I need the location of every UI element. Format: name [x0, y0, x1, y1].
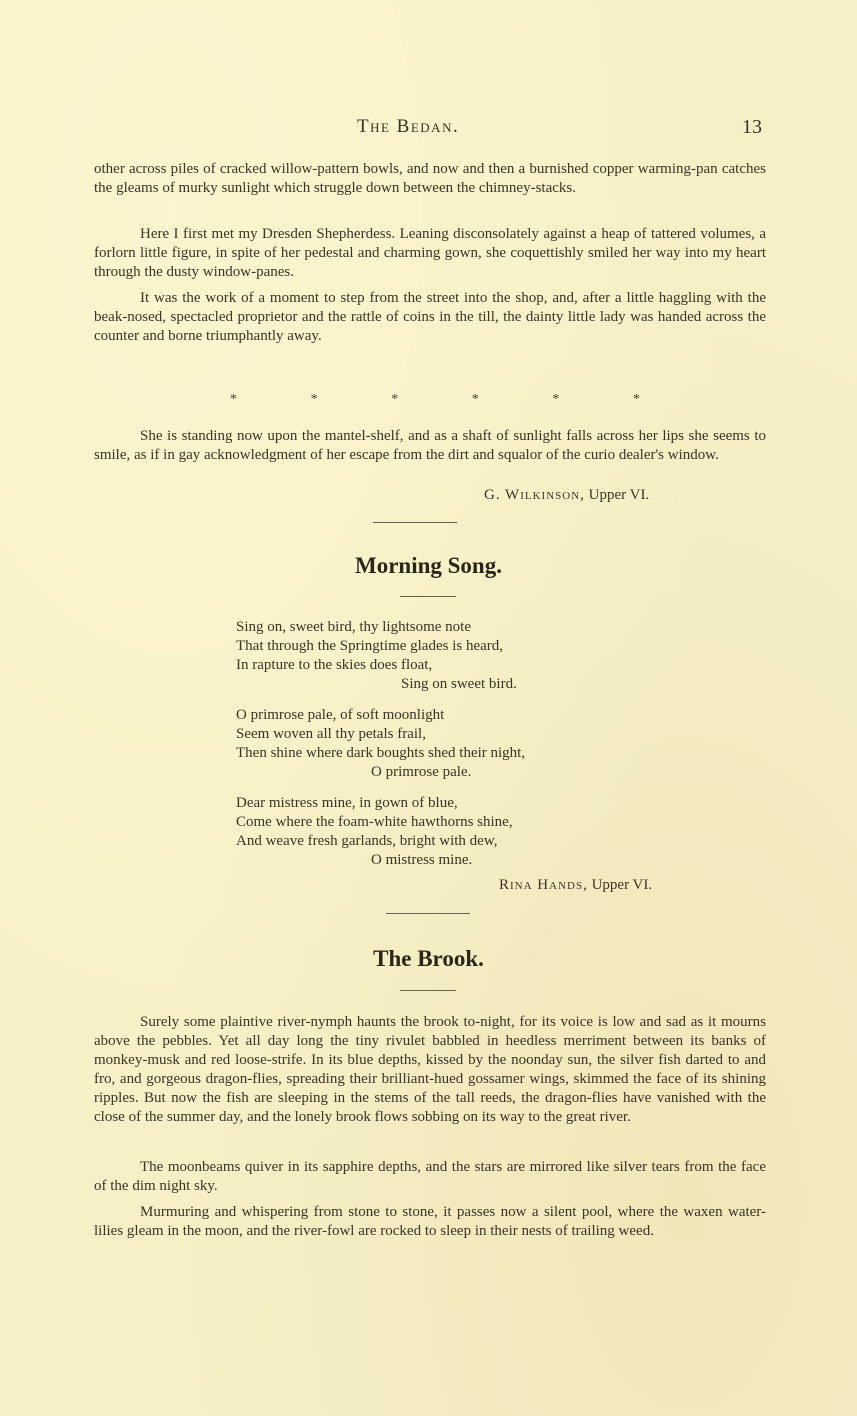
poem-line: O primrose pale, of soft moonlight: [236, 707, 445, 723]
journal-title: The Bedan.: [357, 116, 460, 137]
page-number: 13: [742, 116, 762, 138]
poem-stanza-2: [236, 706, 525, 782]
brook-title: The Brook.: [373, 946, 484, 971]
poem-stanza-1: [236, 618, 517, 694]
poem-line: Sing on, sweet bird, thy lightsome note: [236, 619, 471, 635]
essay-paragraph-2: Here I first met my Dresden Shepherdess. Leaning disconsolately against a heap of tattered volumes, a forlorn little figure, in spite of her pedestal and charming gown, she coquettishly smiled her way into my heart through the dusty window-panes.: [94, 226, 766, 280]
poem-line: Dear mistress mine, in gown of blue,: [236, 795, 458, 811]
separator-dot: *: [391, 392, 399, 407]
poem-line: That through the Springtime glades is heard,: [236, 638, 504, 654]
poem-refrain: O mistress mine.: [371, 852, 473, 868]
poem-refrain: O primrose pale.: [371, 764, 472, 780]
essay-paragraph-3: It was the work of a moment to step from the street into the shop, and, after a little haggling with the beak-nosed, spectacled proprietor and the rattle of coins in the till, the dainty little lady was handed across the counter and borne triumphantly away.: [94, 290, 766, 344]
poem-line: And weave fresh garlands, bright with dew,: [236, 833, 498, 849]
separator-dot: *: [230, 392, 237, 407]
poem-refrain: Sing on sweet bird.: [401, 676, 517, 692]
poem-author-form: Upper VI.: [591, 877, 653, 893]
poem-signature: [499, 877, 652, 894]
brook-paragraph-1: Surely some plaintive river-nymph haunts the brook to-night, for its voice is low and sad as it mourns above the pebbles. Yet all day long the tiny rivulet babbled in heedless merriment between its banks of monkey-musk and red loose-strife. In its blue depths, kissed by the noonday sun, the silver fish darted to and fro, and gorgeous dragon-flies, spreading their brilliant-hued gossamer wings, skimmed the face of its shining ripples. But now the fish are sleeping in the stems of the tall reeds, the dragon-flies have vanished with the close of the summer day, and the lonely brook flows sobbing on its way to the great river.: [94, 1014, 766, 1125]
separator-dot: *: [310, 392, 318, 407]
section-divider-rule: [386, 913, 470, 914]
title-underline-rule: [400, 596, 456, 597]
essay-author-form: Upper VI.: [588, 487, 650, 503]
brook-paragraph-3: Murmuring and whispering from stone to stone, it passes now a silent pool, where the waxen water-lilies gleam in the moon, and the river-fowl are rocked to sleep in their nests of trailing weed.: [94, 1204, 766, 1239]
poem-line: In rapture to the skies does float,: [236, 657, 433, 673]
title-underline-rule: [400, 990, 456, 991]
essay-paragraph-1: other across piles of cracked willow-pattern bowls, and now and then a burnished copper warming-pan catches the gleams of murky sunlight which struggle down between the chimney-stacks.: [94, 161, 766, 196]
section-divider-rule: [373, 522, 457, 523]
essay-signature: [484, 487, 649, 504]
essay-paragraph-4: She is standing now upon the mantel-shelf, and as a shaft of sunlight falls across her lips she seems to smile, as if in gay acknowledgment of her escape from the dirt and squalor of the curio dealer's window.: [94, 428, 766, 463]
running-head: [0, 116, 857, 142]
poem-stanza-3: [236, 794, 513, 870]
section-separator-dots: [230, 392, 640, 408]
separator-dot: *: [471, 392, 479, 407]
brook-paragraph-2: The moonbeams quiver in its sapphire depths, and the stars are mirrored like silver tears from the face of the dim night sky.: [94, 1159, 766, 1194]
separator-dot: *: [632, 392, 640, 407]
poem-title: Morning Song.: [355, 553, 502, 578]
separator-dot: *: [552, 392, 560, 407]
poem-author-name: Rina Hands,: [499, 877, 588, 893]
poem-line: Then shine where dark boughts shed their night,: [236, 745, 526, 761]
essay-author-name: G. Wilkinson,: [484, 487, 585, 503]
poem-line: Seem woven all thy petals frail,: [236, 726, 426, 742]
poem-line: Come where the foam-white hawthorns shine,: [236, 814, 513, 830]
